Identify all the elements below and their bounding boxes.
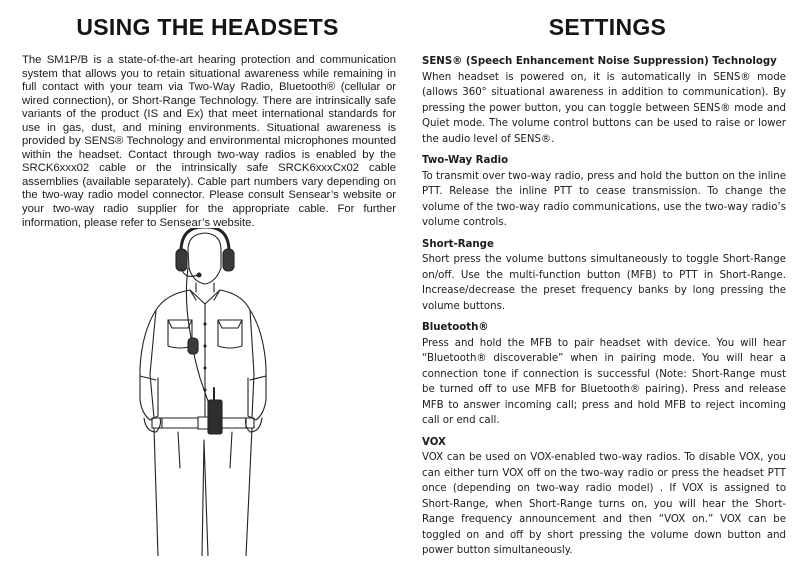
settings-sections — [422, 54, 786, 565]
short-range-body: Short press the volume buttons simultaneously to toggle Short-Range on/off. Use the multi-function button (MFB) to PTT in Short-Range. Increase/decrease the preset frequency banks by long pressing the volume buttons. — [422, 254, 786, 312]
bluetooth-body: Press and hold the MFB to pair headset with device. You will hear “Bluetooth® discoverable” when in pairing mode. You will hear a connection tone if connection is successful (Note: Short-Range must be turned off to use MFB for Bluetooth® pairing). Press and release MFB to answer incoming call; press and hold MFB to reject incoming call or end call. — [422, 337, 786, 426]
sens-body: When headset is powered on, it is automatically in SENS® mode (allows 360° situational awareness in addition to communication). By pressing the power button, you can toggle between SENS® mode and Quiet mode. The volume control buttons can be used to raise or lower the audio level of SENS®. — [422, 71, 786, 145]
vox-heading: VOX — [422, 436, 446, 448]
headset-wearer-illustration — [128, 228, 278, 556]
two-way-radio-body: To transmit over two-way radio, press and hold the button on the inline PTT. Release the inline PTT to cease transmission. To change the volume of the two-way radio communications, use the two-way radio’s volume controls. — [422, 170, 786, 228]
vox-section — [422, 435, 786, 559]
two-way-radio-heading: Two-Way Radio — [422, 155, 509, 166]
bluetooth-heading: Bluetooth® — [422, 322, 489, 333]
settings-heading: SETTINGS — [548, 14, 667, 40]
using-headsets-heading: USING THE HEADSETS — [76, 14, 339, 40]
short-range-section — [422, 237, 786, 315]
short-range-heading: Short-Range — [422, 238, 494, 250]
two-way-radio-section — [422, 153, 786, 231]
bluetooth-section — [422, 320, 786, 429]
intro-paragraph: The SM1P/B is a state-of-the-art hearing protection and communication system that allows you to retain situational awareness while remaining in full contact with your team via Two-Way Radio, Bluetooth® (cellular or wired connection), or Short-Range Technology. There are intrinsically safe variants of the product (IS and Ex) that meet international standards for use in gas, dust, and mining environments. Situational awareness is provided by SENS® Technology and environmental microphones mounted within the headset. Contact through two-way radios is enabled by the SRCK6xxx02 cable or the intrinsically safe SRCK6xxxCx02 cable assemblies (available separately). Cable part numbers vary depending on the two-way radio model connector. Please consult Sensear’s website or your two-way radio supplier for the appropriate cable. For further information, please refer to Sensear’s website. — [22, 54, 396, 229]
vox-body: VOX can be used on VOX-enabled two-way radios. To disable VOX, you can either turn VOX off on the two-way radio or press the headset PTT once (depending on two-way radio model) . If VOX is assigned to Short-Range, when Short-Range turns on, you will hear the Short-Range frequency announcement and then “VOX on.” VOX can be toggled on and off by short pressing the volume down button and power button simultaneously. — [422, 452, 786, 556]
sens-heading: SENS® (Speech Enhancement Noise Suppression) Technology — [422, 56, 777, 67]
sens-section — [422, 54, 786, 147]
